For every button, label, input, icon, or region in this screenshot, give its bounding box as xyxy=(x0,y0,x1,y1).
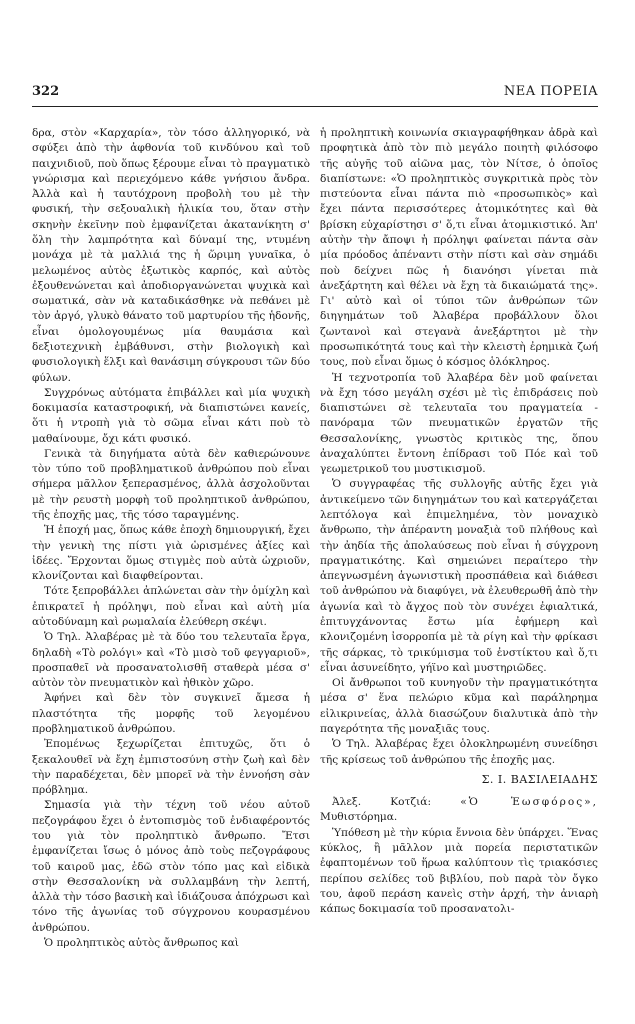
right-paragraph-2: Ἡ τεχνοτροπία τοῦ Ἀλαβέρα δὲν μοῦ φαίνεται νὰ ἔχη τόσο μεγάλη σχέσι μὲ τὶς ἐπιδράσεις ποὺ διαπιστώνει σὲ τελευταῖα του πραγματεία - πανόραμα τῶν πνευματικῶν ἐργατῶν τῆς Θεσσαλονίκης, γνωστὸς κριτικὸς της, ὅπου ἀναχαλύπτει ἔντονη ἐπίδρασι τοῦ Πόε καὶ τοῦ γεωμετρικοῦ του μυστικισμοῦ. xyxy=(320,371,598,476)
review-heading xyxy=(320,795,598,826)
running-head: ΝΕΑ ΠΟΡΕΙΑ xyxy=(503,84,598,99)
page-number: 322 xyxy=(32,84,60,99)
left-paragraph-3: Γενικὰ τὰ διηγήματα αὐτὰ δὲν καθιερώνουνε τὸν τύπο τοῦ προβληματικοῦ ἀνθρώπου ποὺ εἶναι σήμερα μᾶλλον ξεπερασμένος, ἀλλὰ ἀσχολοῦνται μὲ τὴν ρευστὴ μορφὴ τοῦ προληπτικοῦ ἀνθρώπου, τῆς ἐποχῆς μας, τῆς τόσο ταραγμένης. xyxy=(32,447,310,522)
left-paragraph-9: Σημασία γιὰ τὴν τέχνη τοῦ νέου αὐτοῦ πεζογράφου ἔχει ὁ ἐντοπισμὸς τοῦ ἐνδιαφέροντός του γιὰ τὸν προληπτικὸ ἄνθρωπο. Ἔτσι ἐμφανίζεται ἴσως ὁ μόνος ἀπὸ τοὺς πεζογράφους τοῦ καιροῦ μας, ἐδῶ στὸν τόπο μας καὶ εἰδικὰ στὴν Θεσσαλονίκη νὰ συλλαμβάνη τὴν λεπτή, ἀλλὰ τὴν τόσο βασικὴ καὶ ἰδιάζουσα ἀπόχρωσι καὶ τόνο τῆς ἀγωνίας τοῦ σύγχρονου κουρασμένου ἀνθρώπου. xyxy=(32,799,310,934)
left-paragraph-7: Ἀφήνει καὶ δὲν τὸν συγκινεῖ ἄμεσα ἡ πλαστότητα τῆς μορφῆς τοῦ λεγομένου προβληματικοῦ ἀνθρώπου. xyxy=(32,692,310,735)
left-paragraph-2: Συγχρόνως αὐτόματα ἐπιβάλλει καὶ μία ψυχικὴ δοκιμασία καταστροφική, νὰ διαπιστώνει κανείς, ὅτι ἡ ντροπὴ γιὰ τὸ σῶμα εἶναι κάτι ποὺ τὸ μαθαίνουμε, ὄχι κάτι φυσικό. xyxy=(32,386,310,445)
left-paragraph-4: Ἡ ἐποχή μας, ὅπως κάθε ἐποχὴ δημιουργική, ἔχει τὴν γενικὴ της πίστι γιὰ ὡρισμένες ἀξίες καὶ ἰδέες. Ἔρχονται ὅμως στιγμὲς ποὺ αὐτὰ ὠχριοῦν, κλονίζονται καὶ διαφθείρονται. xyxy=(32,524,310,583)
left-column xyxy=(32,126,310,1021)
right-paragraph-1: ἡ προληπτικὴ κοινωνία σκιαγραφήθηκαν ἀδρὰ καὶ προφητικὰ ἀπὸ τὸν πιὸ μεγάλο ποιητὴ φιλόσοφο τῆς αὐγῆς τοῦ αἰῶνα μας, τὸν Νίτσε, ὁ ὁποῖος διαπίστωνε: «Ὁ προληπτικὸς συγκριτικὰ πρὸς τὸν πιστεύοντα εἶναι πάντα πιὸ «προσωπικὸς» καὶ ἔχει πάντα περισσότερες ἀτομικότητες καὶ θὰ βρίσκη εὐχαρίστησι σ' ὅ,τι εἶναι ἀτομικιστικό. Ἀπ' αὐτὴν τὴν ἄποψι ἡ πρόληψι φαίνεται πάντα σὰν μία πρόοδος ἀπέναντι στὴν πίστι καὶ σὰν σημάδι ποὺ δείχνει πῶς ἡ διανόησι γίνεται πιὰ ἀνεξάρτητη καὶ θέλει νὰ ἔχη τὰ δικαιώματά της». Γι' αὐτὸ καὶ οἱ τύποι τῶν ἀνθρώπων τῶν διηγημάτων τοῦ Ἀλαβέρα προβάλλουν ὅλοι ζωντανοὶ καὶ στεγανὰ ἀνεξάρτητοι μὲ τὴν προσωπικότητά τους καὶ τὴν κλειστὴ ἐρημικὰ ζωή τους, ποὺ εἶναι ὅμως ὁ κόσμος ὁλόκληρος. xyxy=(320,127,598,369)
review-genre: Μυθιστόρημα. xyxy=(320,811,398,824)
review-paragraph: Ὑπόθεση μὲ τὴν κύρια ἔννοια δὲν ὑπάρχει. Ἕνας κύκλος, ἢ μᾶλλον μιὰ πορεία περιστατικῶν ἐφαπτομένων τοῦ ἥρωα καλύπτουν τὶς τριακόσιες περίπου σελίδες τοῦ βιβλίου, ποὺ παρὰ τὸν ὄγκο του, ἀφοῦ περάση κανεὶς στὴν ἀρχή, τὴν ἀνιαρὴ κάπως δοκιμασία τοῦ προσανατολι- xyxy=(320,826,598,916)
left-paragraph-1: δρα, στὸν «Καρχαρία», τὸν τόσο ἀλληγορικό, νὰ σφύξει ἀπὸ τὴν ἀφθονία τοῦ κινδύνου καὶ τοῦ παιχνιδιοῦ, ποὺ ὅπως ξέρουμε εἶναι τὸ πραγματικὸ γνώρισμα καὶ περιεχόμενο κάθε γνήσιου ἄνδρα. Ἀλλὰ καὶ ἡ ταυτόχρονη προβολὴ του μὲ τὴν φυσική, τὴν σεξουαλικὴ ἡλικία του, ὅταν στὴν σκηνὴν ἐκεῖνην ποὺ ἐμφανίζεται ἀκατανίκητη σ' ὅλη τὴν λαμπρότητα καὶ δύναμί της, ντυμένη μονάχα μὲ τὰ μαλλιά της ἡ ὥριμη γυναῖκα, ὁ μελωμένος αὐτὸς ἐξωτικὸς καρπός, καὶ αὐτὸς ἐξουθενώνεται καὶ ἀποδιοργανώνεται ψυχικὰ καὶ σωματικά, σὰν νὰ καταδικάσθηκε νὰ πεθάνει μὲ τὸν ἀργό, γλυκὸ θάνατο τοῦ μαρτυρίου τῆς ἡδονῆς, εἶναι ὁμολογουμένως μία θαυμάσια καὶ δεξιοτεχνικὴ ἐμβάθυνσι, στὴν βιολογικὴ καὶ φυσιολογικὴ ἕλξι καὶ θανάσιμη σύγκρουσι τῶν δύο φύλων. xyxy=(32,127,310,384)
right-column xyxy=(320,126,598,1021)
review-title: «Ὁ Ἑωσφόρος», xyxy=(460,796,598,809)
right-paragraph-4: Οἱ ἄνθρωποι τοῦ κυνηγοῦν τὴν πραγματικότητα μέσα σ' ἕνα πελώριο κῦμα καὶ παράληρημα εἰλικρινείας, ἀλλὰ διασώζουν διαλυτικὰ ἀπὸ τὴν παγερότητα τῆς μοναξιᾶς τους. xyxy=(320,677,598,735)
review-author: Ἀλεξ. Κοτζιά: xyxy=(332,796,432,809)
header-rule xyxy=(32,106,598,107)
left-paragraph-10: Ὁ προληπτικὸς αὐτὸς ἄνθρωπος καὶ xyxy=(44,936,239,949)
left-paragraph-8: Ἐπομένως ξεχωρίζεται ἐπιτυχῶς, ὅτι ὁ ξεκαλουθεῖ νὰ ἔχη ἐμπιστοσύνη στὴν ζωὴ καὶ δὲν τὴν παραδέχεται, δὲν μπορεῖ νὰ τὴν ἐννοήση σὰν πρόβλημα. xyxy=(32,738,310,797)
right-paragraph-5: Ὁ Τηλ. Ἀλαβέρας ἔχει ὁλοκληρωμένη συνείδησι τῆς κρίσεως τοῦ ἀνθρώπου τῆς ἐποχῆς μας. xyxy=(320,738,598,766)
left-paragraph-5: Τότε ξεπροβάλλει ἀπλώνεται σὰν τὴν ὁμίχλη καὶ ἐπικρατεῖ ἡ πρόληψι, ποὺ εἶναι καὶ αὐτὴ μία αὐτοδύναμη καὶ ρωμαλαία ἐλεύθερη σκέψι. xyxy=(32,585,310,628)
right-paragraph-3: Ὁ συγγραφέας τῆς συλλογῆς αὐτῆς ἔχει γιὰ ἀντικείμενο τῶν διηγημάτων του καὶ κατεργάζεται λεπτόλογα καὶ ἐπιμελημένα, τὸν μοναχικὸ ἄνθρωπο, τὴν ἀπέραντη μοναξιὰ τοῦ πλήθους καὶ τὴν ἀηδία τῆς ἀπολαύσεως ποὺ εἶναι ἡ σύγχρονη πραγματικότης. Καὶ σημειώνει περαίτερο τὴν ἀπεγνωσμένη ἀγωνιστικὴ προσπάθεια καὶ διάθεσι τοῦ ἀνθρώπου νὰ διαφύγει, νὰ ἐλευθερωθῆ ἀπὸ τὴν ἀγωνία καὶ τὸ ἄγχος ποὺ τὸν συνέχει ἐφιαλτικά, ἐπιτυγχάνοντας ἔστω μία ἐφήμερη καὶ κλονιζομένη ἰσορροπία μὲ τὰ ρίγη καὶ τὴν φρίκασι τῆς σάρκας, τὸ τρικύμισμα τοῦ ἐνστίκτου καὶ ὅ,τι εἶναι ἀσυνείδητο, γήϊνο καὶ μυστηριῶδες. xyxy=(320,478,598,674)
author-signature: Σ. Ι. ΒΑΣΙΛΕΙΑΔΗΣ xyxy=(481,772,598,786)
page-header xyxy=(32,84,598,104)
left-paragraph-6: Ὁ Τηλ. Ἀλαβέρας μὲ τὰ δύο του τελευταῖα ἔργα, δηλαδὴ «Τὸ ρολόγι» καὶ «Τὸ μισὸ τοῦ φεγγαριοῦ», προσπαθεῖ νὰ προσανατολισθῆ σταθερὰ μέσα σ' αὐτὸν τὸν πνευματικὸν καὶ ἠθικὸν χῶρο. xyxy=(32,631,310,690)
